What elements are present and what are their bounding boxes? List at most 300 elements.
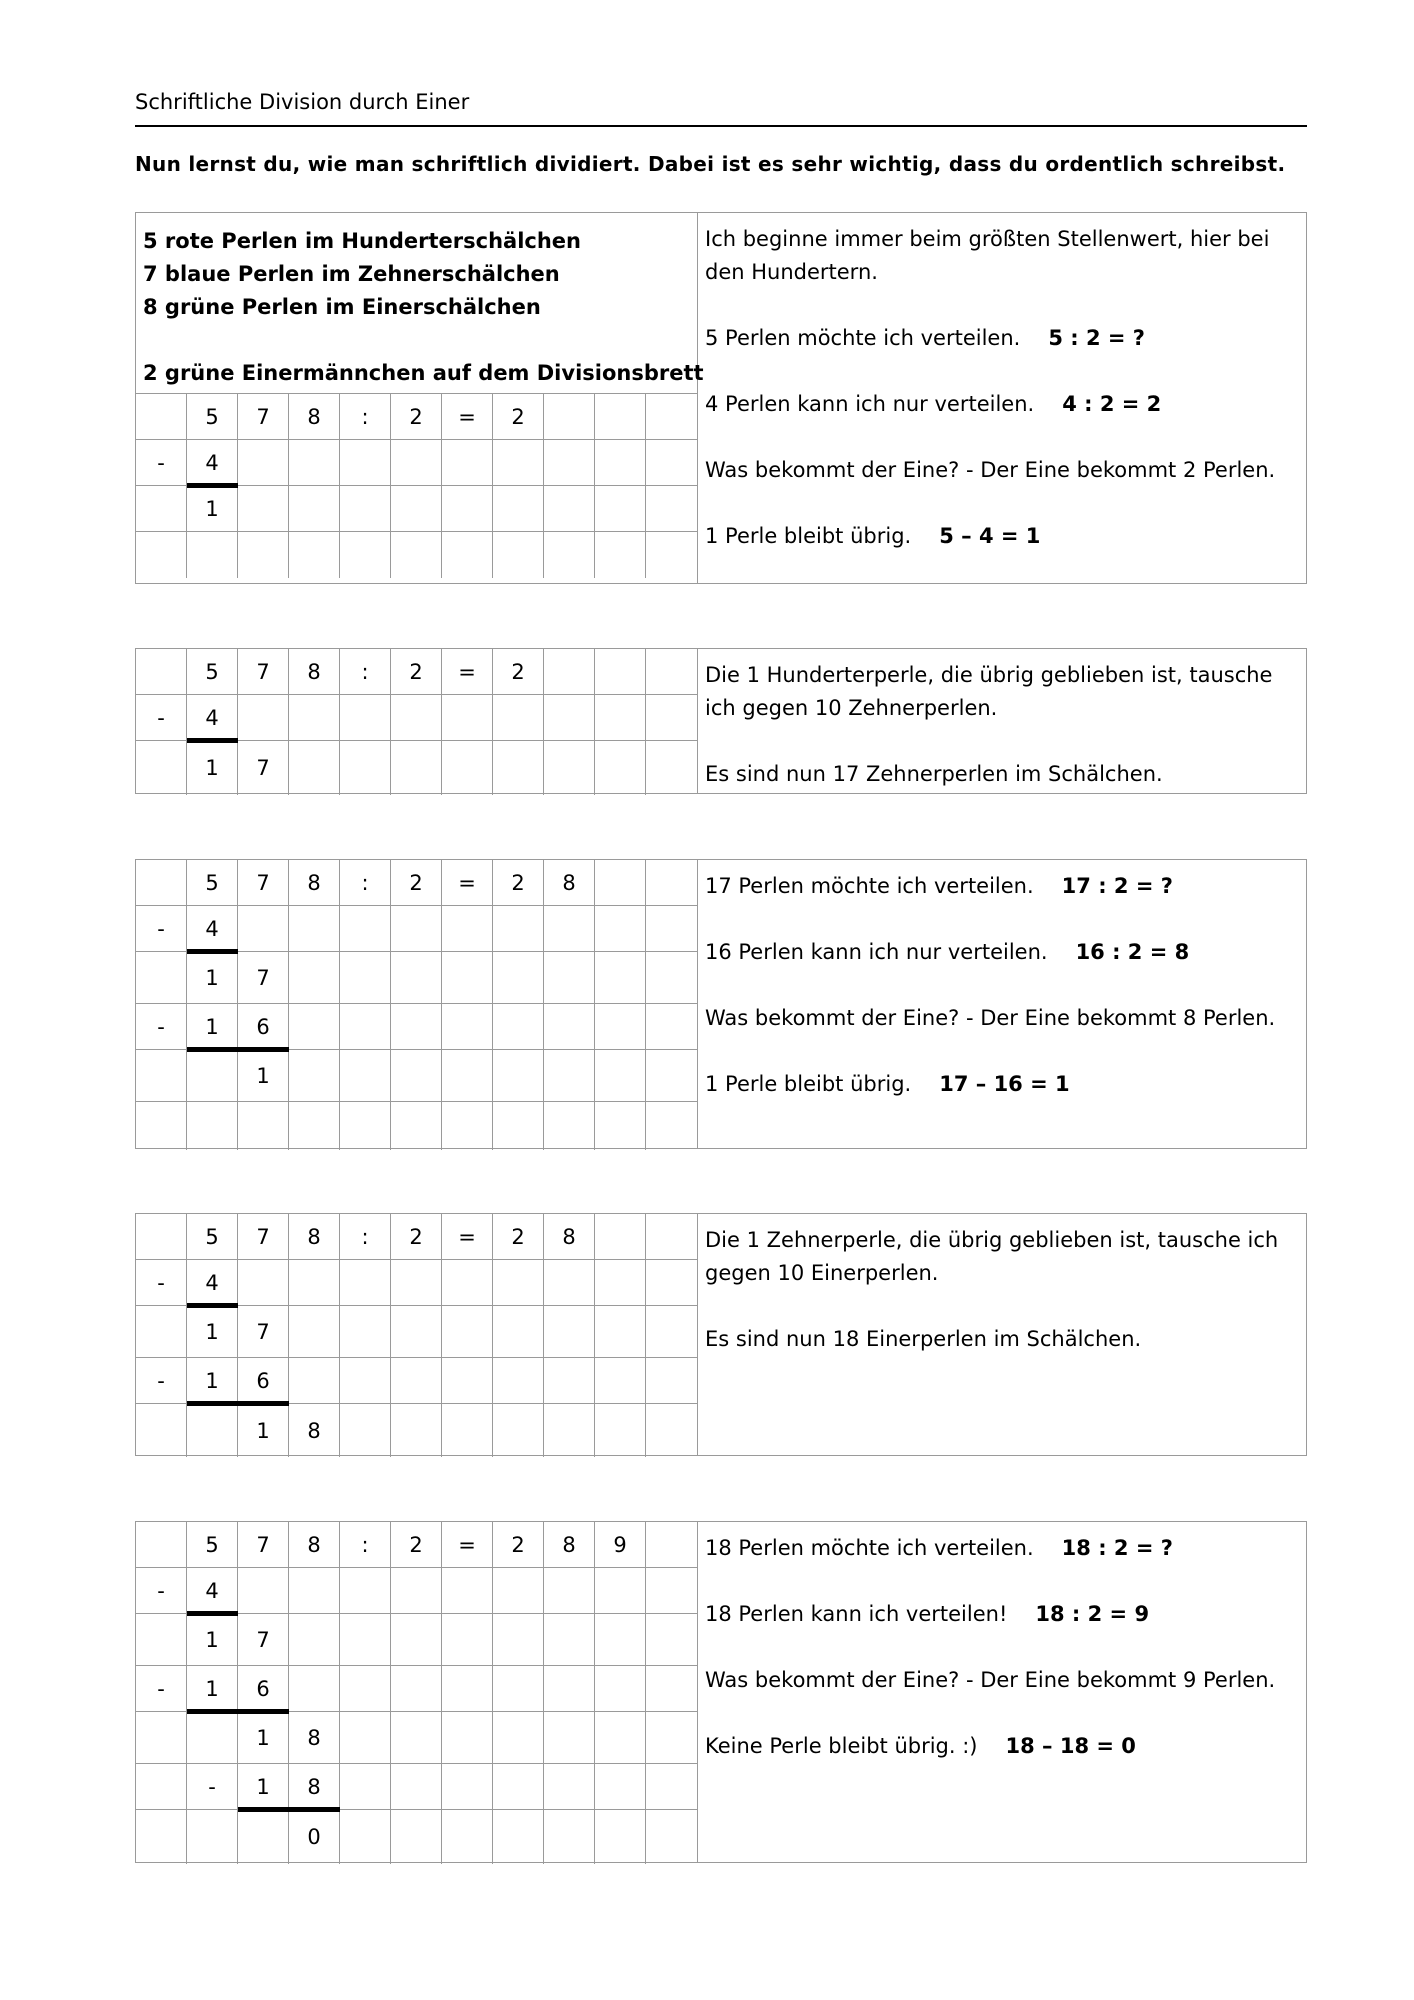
- grid-cell: [391, 1764, 442, 1810]
- grid-cell: -: [136, 1004, 187, 1050]
- grid-cell: [442, 1102, 493, 1150]
- division-section-5: [135, 1521, 1307, 1863]
- grid-cell: [544, 649, 595, 695]
- explanation-line: [705, 758, 1272, 791]
- grid-cell: [595, 1404, 646, 1457]
- division-grid: [136, 1214, 697, 1457]
- grid-cell: [187, 1102, 238, 1150]
- explanation-line: [705, 1730, 1275, 1763]
- grid-cell: [442, 1260, 493, 1306]
- explanation-sentence: 18 Perlen kann ich verteilen!: [705, 1602, 1008, 1626]
- grid-cell: [544, 1260, 595, 1306]
- grid-cell: [646, 1306, 697, 1358]
- subtraction-underline: [187, 1611, 238, 1616]
- grid-cell: [340, 1810, 391, 1864]
- grid-cell: [289, 695, 340, 741]
- grid-cell: 1: [187, 1666, 238, 1712]
- grid-cell: [340, 440, 391, 486]
- equation: 17 – 16 = 1: [939, 1072, 1070, 1096]
- grid-cell: 6: [238, 1358, 289, 1404]
- explanation-line: [705, 936, 1275, 969]
- grid-cell: [595, 1810, 646, 1864]
- grid-cell: [238, 906, 289, 952]
- grid-cell: [340, 1004, 391, 1050]
- grid-cell: [340, 1102, 391, 1150]
- grid-cell: [442, 1764, 493, 1810]
- explanation-line: [705, 1035, 1275, 1068]
- grid-cell: [646, 741, 697, 795]
- grid-cell: [289, 1358, 340, 1404]
- grid-cell: [136, 1306, 187, 1358]
- grid-cell: [493, 1810, 544, 1864]
- grid-cell: [289, 1102, 340, 1150]
- grid-cell: [595, 486, 646, 532]
- grid-cell: [340, 532, 391, 578]
- grid-cell: [646, 1522, 697, 1568]
- grid-cell: 4: [187, 1568, 238, 1614]
- grid-cell: 8: [544, 860, 595, 906]
- grid-cell: [442, 1358, 493, 1404]
- section-divider: [697, 649, 698, 793]
- grid-cell: =: [442, 1214, 493, 1260]
- grid-cell: 2: [391, 1214, 442, 1260]
- grid-cell: [340, 1050, 391, 1102]
- subtraction-underline: [187, 949, 238, 954]
- division-grid: [136, 393, 697, 578]
- equation: 5 – 4 = 1: [939, 524, 1041, 548]
- explanation-sentence: 18 Perlen möchte ich verteilen.: [705, 1536, 1034, 1560]
- grid-cell: =: [442, 860, 493, 906]
- grid-cell: [595, 1764, 646, 1810]
- grid-cell: [595, 1568, 646, 1614]
- grid-cell: -: [136, 1260, 187, 1306]
- grid-cell: [289, 1260, 340, 1306]
- grid-cell: [544, 486, 595, 532]
- grid-cell: [442, 1568, 493, 1614]
- explanation-line: [705, 903, 1275, 936]
- grid-cell: [136, 741, 187, 795]
- explanation-line: [705, 1664, 1275, 1697]
- page-title: Schriftliche Division durch Einer: [135, 90, 470, 114]
- grid-cell: [595, 1614, 646, 1666]
- grid-cell: 8: [544, 1214, 595, 1260]
- explanation-sentence: 16 Perlen kann ich nur verteilen.: [705, 940, 1048, 964]
- grid-cell: [391, 440, 442, 486]
- grid-cell: [595, 394, 646, 440]
- explanation-line: [705, 870, 1275, 903]
- grid-cell: [646, 1004, 697, 1050]
- grid-cell: [595, 952, 646, 1004]
- grid-cell: [187, 1050, 238, 1102]
- grid-cell: 1: [187, 1004, 238, 1050]
- grid-cell: [646, 1102, 697, 1150]
- grid-cell: [493, 440, 544, 486]
- explanation-text: [705, 1224, 1278, 1356]
- grid-cell: 1: [238, 1404, 289, 1457]
- grid-cell: -: [136, 695, 187, 741]
- grid-cell: 2: [493, 649, 544, 695]
- grid-cell: [646, 1214, 697, 1260]
- grid-cell: [442, 952, 493, 1004]
- grid-cell: 2: [391, 860, 442, 906]
- grid-cell: [595, 1358, 646, 1404]
- grid-cell: [595, 741, 646, 795]
- grid-cell: [391, 1614, 442, 1666]
- grid-cell: [595, 1214, 646, 1260]
- explanation-line: [705, 1697, 1275, 1730]
- grid-cell: [340, 952, 391, 1004]
- grid-cell: [136, 394, 187, 440]
- grid-cell: [595, 1004, 646, 1050]
- grid-cell: [391, 1004, 442, 1050]
- grid-cell: 1: [238, 1050, 289, 1102]
- grid-cell: [391, 1568, 442, 1614]
- grid-cell: [289, 440, 340, 486]
- grid-cell: [493, 1102, 544, 1150]
- grid-cell: [289, 1614, 340, 1666]
- grid-cell: 7: [238, 1306, 289, 1358]
- grid-cell: [544, 1404, 595, 1457]
- grid-cell: [595, 1102, 646, 1150]
- grid-cell: [493, 1404, 544, 1457]
- explanation-line: [705, 421, 1275, 454]
- grid-cell: [493, 695, 544, 741]
- explanation-line: [705, 289, 1275, 322]
- grid-cell: [391, 1358, 442, 1404]
- fact-line: [143, 324, 704, 357]
- explanation-sentence: 5 Perlen möchte ich verteilen.: [705, 326, 1021, 350]
- grid-cell: 2: [493, 1214, 544, 1260]
- grid-cell: [289, 1004, 340, 1050]
- grid-cell: 8: [289, 1712, 340, 1764]
- grid-cell: 5: [187, 394, 238, 440]
- equation: 18 : 2 = ?: [1061, 1536, 1173, 1560]
- grid-cell: [493, 532, 544, 578]
- explanation-text: [705, 1532, 1275, 1763]
- grid-cell: [493, 1568, 544, 1614]
- grid-cell: [391, 1666, 442, 1712]
- grid-cell: [340, 1568, 391, 1614]
- grid-cell: [391, 741, 442, 795]
- explanation-line: [705, 1565, 1275, 1598]
- grid-cell: [187, 1712, 238, 1764]
- grid-cell: =: [442, 1522, 493, 1568]
- grid-cell: [646, 394, 697, 440]
- grid-cell: [442, 1614, 493, 1666]
- grid-cell: [646, 1764, 697, 1810]
- grid-cell: [493, 906, 544, 952]
- grid-cell: 5: [187, 1214, 238, 1260]
- explanation-sentence: Was bekommt der Eine? - Der Eine bekommt 9 Perlen.: [705, 1668, 1276, 1692]
- grid-cell: 6: [238, 1004, 289, 1050]
- grid-cell: 1: [187, 952, 238, 1004]
- grid-cell: 4: [187, 1260, 238, 1306]
- grid-cell: [391, 532, 442, 578]
- explanation-line: [705, 1323, 1278, 1356]
- grid-cell: [136, 860, 187, 906]
- grid-cell: [646, 695, 697, 741]
- explanation-sentence: Es sind nun 17 Zehnerperlen im Schälchen.: [705, 762, 1163, 786]
- grid-cell: 6: [238, 1666, 289, 1712]
- grid-cell: [646, 1614, 697, 1666]
- grid-cell: [391, 952, 442, 1004]
- grid-cell: [544, 952, 595, 1004]
- grid-cell: 1: [187, 741, 238, 795]
- grid-cell: [646, 486, 697, 532]
- grid-cell: [544, 1810, 595, 1864]
- grid-cell: [595, 649, 646, 695]
- grid-cell: 5: [187, 1522, 238, 1568]
- grid-cell: 7: [238, 860, 289, 906]
- grid-cell: [544, 1102, 595, 1150]
- grid-cell: 8: [289, 1522, 340, 1568]
- title-divider: [135, 125, 1307, 127]
- grid-cell: [136, 649, 187, 695]
- grid-cell: [187, 1810, 238, 1864]
- grid-cell: 4: [187, 695, 238, 741]
- grid-cell: [136, 1810, 187, 1864]
- grid-cell: [544, 906, 595, 952]
- grid-cell: -: [136, 440, 187, 486]
- grid-cell: :: [340, 649, 391, 695]
- grid-cell: [238, 1568, 289, 1614]
- grid-cell: [544, 1712, 595, 1764]
- grid-cell: 2: [493, 1522, 544, 1568]
- subtraction-underline: [187, 1047, 289, 1052]
- subtraction-underline: [187, 738, 238, 743]
- explanation-line: [705, 1290, 1278, 1323]
- grid-cell: [289, 952, 340, 1004]
- grid-cell: [340, 1666, 391, 1712]
- explanation-line: [705, 1257, 1278, 1290]
- grid-cell: -: [136, 1666, 187, 1712]
- grid-cell: -: [136, 906, 187, 952]
- division-grid: [136, 1522, 697, 1864]
- bead-facts: [143, 225, 704, 390]
- explanation-sentence: 1 Perle bleibt übrig.: [705, 1072, 912, 1096]
- grid-cell: [646, 440, 697, 486]
- grid-cell: [442, 486, 493, 532]
- explanation-text: [705, 223, 1275, 553]
- equation: 4 : 2 = 2: [1062, 392, 1162, 416]
- grid-cell: 7: [238, 649, 289, 695]
- grid-cell: [136, 1764, 187, 1810]
- explanation-text: [705, 659, 1272, 791]
- grid-cell: [544, 532, 595, 578]
- grid-cell: 1: [187, 1614, 238, 1666]
- grid-cell: 5: [187, 649, 238, 695]
- fact-line: 2 grüne Einermännchen auf dem Divisionsbrett: [143, 361, 704, 385]
- grid-cell: [289, 1568, 340, 1614]
- grid-cell: [493, 486, 544, 532]
- grid-cell: 7: [238, 952, 289, 1004]
- grid-cell: [136, 1050, 187, 1102]
- explanation-line: [705, 223, 1275, 256]
- grid-cell: [136, 1712, 187, 1764]
- explanation-sentence: Es sind nun 18 Einerperlen im Schälchen.: [705, 1327, 1142, 1351]
- grid-cell: [544, 1614, 595, 1666]
- explanation-line: [705, 1002, 1275, 1035]
- explanation-line: [705, 1598, 1275, 1631]
- grid-cell: -: [187, 1764, 238, 1810]
- grid-cell: [442, 440, 493, 486]
- grid-cell: [340, 486, 391, 532]
- grid-cell: 2: [391, 1522, 442, 1568]
- grid-cell: [442, 695, 493, 741]
- grid-cell: [442, 1306, 493, 1358]
- subtraction-underline: [238, 1807, 340, 1812]
- grid-cell: 4: [187, 906, 238, 952]
- grid-cell: 7: [238, 394, 289, 440]
- grid-cell: 0: [289, 1810, 340, 1864]
- grid-cell: [646, 1260, 697, 1306]
- grid-cell: [493, 1050, 544, 1102]
- explanation-line: [705, 1068, 1275, 1101]
- grid-cell: [493, 1260, 544, 1306]
- grid-cell: [238, 532, 289, 578]
- subtraction-underline: [187, 483, 238, 488]
- grid-cell: [340, 1614, 391, 1666]
- grid-cell: 7: [238, 1522, 289, 1568]
- grid-cell: [136, 1614, 187, 1666]
- grid-cell: [493, 1764, 544, 1810]
- grid-cell: [340, 1358, 391, 1404]
- grid-cell: [289, 741, 340, 795]
- grid-cell: [493, 952, 544, 1004]
- explanation-line: [705, 256, 1275, 289]
- explanation-sentence: 17 Perlen möchte ich verteilen.: [705, 874, 1034, 898]
- explanation-sentence: Die 1 Zehnerperle, die übrig geblieben ist, tausche ich: [705, 1228, 1279, 1252]
- grid-cell: [391, 906, 442, 952]
- grid-cell: :: [340, 1522, 391, 1568]
- grid-cell: [646, 1666, 697, 1712]
- grid-cell: =: [442, 394, 493, 440]
- grid-cell: [391, 1306, 442, 1358]
- explanation-sentence: 4 Perlen kann ich nur verteilen.: [705, 392, 1035, 416]
- grid-cell: [646, 649, 697, 695]
- grid-cell: [544, 1050, 595, 1102]
- grid-cell: [391, 1404, 442, 1457]
- grid-cell: [646, 952, 697, 1004]
- grid-cell: [493, 1358, 544, 1404]
- grid-cell: [595, 1712, 646, 1764]
- grid-cell: -: [136, 1358, 187, 1404]
- grid-cell: 8: [544, 1522, 595, 1568]
- grid-cell: [493, 1712, 544, 1764]
- explanation-sentence: Die 1 Hunderterperle, die übrig geblieben ist, tausche: [705, 663, 1273, 687]
- fact-line: 5 rote Perlen im Hunderterschälchen: [143, 229, 581, 253]
- explanation-sentence: 1 Perle bleibt übrig.: [705, 524, 912, 548]
- grid-cell: [544, 1004, 595, 1050]
- grid-cell: 8: [289, 1764, 340, 1810]
- grid-cell: [238, 1102, 289, 1150]
- grid-cell: [442, 1666, 493, 1712]
- division-grid: [136, 860, 697, 1150]
- grid-cell: [340, 1260, 391, 1306]
- explanation-sentence: Was bekommt der Eine? - Der Eine bekommt 2 Perlen.: [705, 458, 1276, 482]
- grid-cell: -: [136, 1568, 187, 1614]
- grid-cell: [442, 1050, 493, 1102]
- explanation-line: [705, 520, 1275, 553]
- grid-cell: [238, 1260, 289, 1306]
- grid-cell: [646, 532, 697, 578]
- grid-cell: [646, 860, 697, 906]
- explanation-line: [705, 388, 1275, 421]
- division-section-4: [135, 1213, 1307, 1456]
- grid-cell: [493, 1004, 544, 1050]
- grid-cell: [136, 1102, 187, 1150]
- explanation-line: [705, 1631, 1275, 1664]
- grid-cell: [442, 532, 493, 578]
- grid-cell: 1: [187, 1358, 238, 1404]
- grid-cell: [289, 906, 340, 952]
- grid-cell: [646, 1810, 697, 1864]
- grid-cell: [442, 1810, 493, 1864]
- grid-cell: [595, 1260, 646, 1306]
- grid-cell: [238, 486, 289, 532]
- grid-cell: [493, 1614, 544, 1666]
- grid-cell: [595, 1306, 646, 1358]
- explanation-line: [705, 692, 1272, 725]
- grid-cell: [391, 1260, 442, 1306]
- grid-cell: [391, 1050, 442, 1102]
- grid-cell: [187, 532, 238, 578]
- explanation-sentence: Keine Perle bleibt übrig. :): [705, 1734, 978, 1758]
- section-divider: [697, 860, 698, 1148]
- grid-cell: 1: [238, 1764, 289, 1810]
- grid-cell: [289, 532, 340, 578]
- grid-cell: [340, 1712, 391, 1764]
- grid-cell: [595, 1666, 646, 1712]
- grid-cell: [289, 1050, 340, 1102]
- grid-cell: [136, 1522, 187, 1568]
- grid-cell: 8: [289, 649, 340, 695]
- grid-cell: [442, 741, 493, 795]
- section-divider: [697, 1522, 698, 1862]
- explanation-line: [705, 725, 1272, 758]
- grid-cell: [646, 1358, 697, 1404]
- explanation-text: [705, 870, 1275, 1101]
- grid-cell: [646, 1712, 697, 1764]
- grid-cell: [340, 1764, 391, 1810]
- grid-cell: [646, 1050, 697, 1102]
- grid-cell: 2: [493, 860, 544, 906]
- grid-cell: [391, 1102, 442, 1150]
- grid-cell: [340, 695, 391, 741]
- grid-cell: [136, 1404, 187, 1457]
- explanation-line: [705, 322, 1275, 355]
- grid-cell: [391, 695, 442, 741]
- grid-cell: 8: [289, 860, 340, 906]
- grid-cell: [136, 1214, 187, 1260]
- grid-cell: 8: [289, 394, 340, 440]
- grid-cell: :: [340, 860, 391, 906]
- division-section-1: [135, 212, 1307, 584]
- equation: 17 : 2 = ?: [1061, 874, 1173, 898]
- grid-cell: [391, 486, 442, 532]
- grid-cell: [238, 695, 289, 741]
- grid-cell: [544, 1568, 595, 1614]
- grid-cell: 8: [289, 1214, 340, 1260]
- explanation-sentence: Was bekommt der Eine? - Der Eine bekommt 8 Perlen.: [705, 1006, 1276, 1030]
- grid-cell: [493, 741, 544, 795]
- explanation-line: [705, 355, 1275, 388]
- grid-cell: 2: [493, 394, 544, 440]
- grid-cell: [136, 532, 187, 578]
- grid-cell: [544, 1666, 595, 1712]
- grid-cell: [595, 860, 646, 906]
- grid-cell: [595, 1050, 646, 1102]
